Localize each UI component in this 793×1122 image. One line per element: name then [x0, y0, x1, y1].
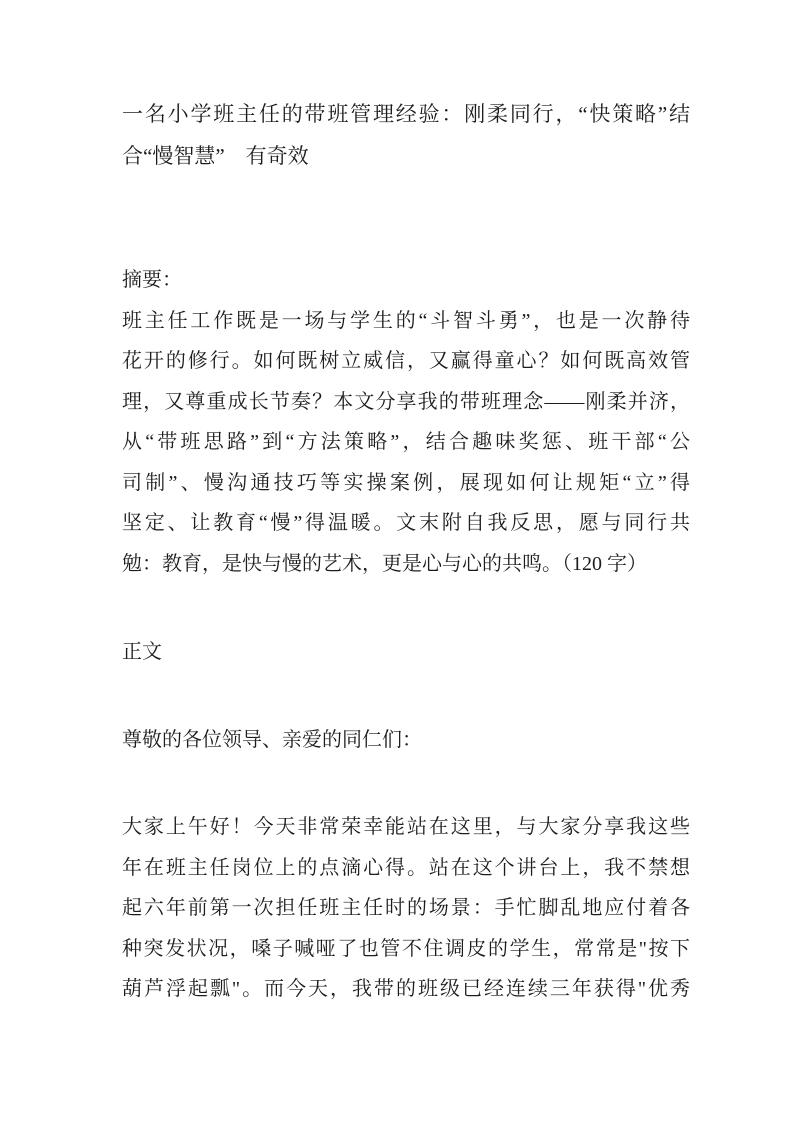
text-line: 葫芦浮起瓢"。而今天，我带的班级已经连续三年获得"优秀: [122, 978, 690, 1000]
opening-paragraph: [122, 807, 690, 1010]
text-line: 大家上午好！今天非常荣幸能站在这里，与大家分享我这些: [122, 816, 690, 838]
body-section-label: 正文: [122, 641, 162, 663]
salutation-line: 尊敬的各位领导、亲爱的同仁们：: [122, 728, 422, 751]
abstract-paragraph: [122, 301, 690, 585]
text-line: 一名小学班主任的带班管理经验：刚柔同行，“快策略”结: [122, 102, 690, 126]
text-line: 司制”、慢沟通技巧等实操案例，展现如何让规矩“立”得: [122, 471, 690, 494]
text-line: 从“带班思路”到“方法策略”，结合趣味奖惩、班干部“公: [122, 431, 690, 453]
text-line: 合“慢智慧” 有奇效: [122, 144, 309, 168]
text-line: 班主任工作既是一场与学生的“斗智斗勇”，也是一次静待: [122, 309, 690, 332]
text-line: 种突发状况，嗓子喊哑了也管不住调皮的学生，常常是"按下: [122, 937, 690, 960]
text-line: 理，又尊重成长节奏？本文分享我的带班理念——刚柔并济，: [122, 390, 690, 413]
text-line: 年在班主任岗位上的点滴心得。站在这个讲台上，我不禁想: [122, 856, 690, 879]
text-line: 勉：教育，是快与慢的艺术，更是心与心的共鸣。（120 字）: [122, 552, 647, 575]
text-line: 坚定、让教育“慢”得温暖。文末附自我反思，愿与同行共: [122, 512, 690, 534]
text-line: 起六年前第一次担任班主任时的场景：手忙脚乱地应付着各: [122, 897, 690, 919]
text-line: 花开的修行。如何既树立威信，又赢得童心？如何既高效管: [122, 350, 690, 372]
document-title: [122, 93, 690, 177]
document-content: [122, 0, 690, 1010]
abstract-label: 摘要：: [122, 269, 182, 291]
